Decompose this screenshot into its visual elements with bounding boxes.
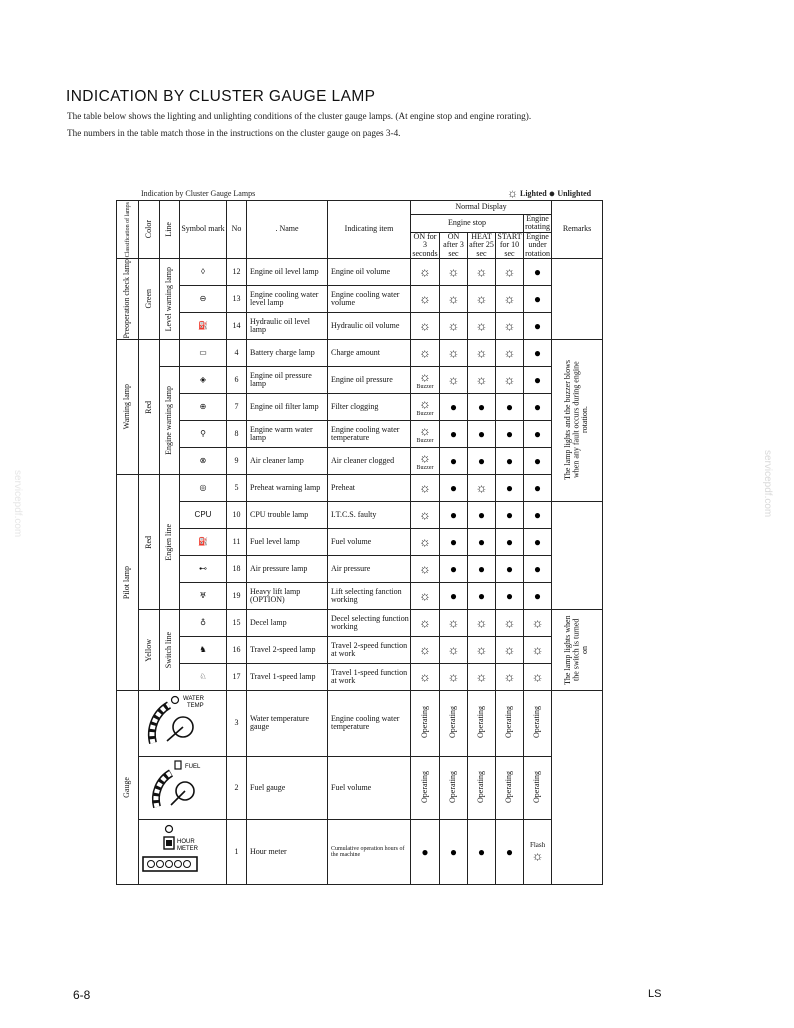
unlighted-icon: ● <box>440 393 468 420</box>
row-name: Hydraulic oil level lamp <box>247 312 328 339</box>
table-row <box>117 312 603 339</box>
unlighted-icon: ● <box>496 528 524 555</box>
row-no: 12 <box>227 258 247 285</box>
lighted-icon: ☼ <box>524 609 552 636</box>
coolant-level-icon: ⊖ <box>180 285 227 312</box>
legend <box>507 186 591 201</box>
remarks-empty-2 <box>552 501 603 609</box>
row-item: Engine oil pressure <box>328 366 411 393</box>
lighted-icon: ☼ <box>468 474 496 501</box>
unlighted-icon: ● <box>496 474 524 501</box>
lighted-icon: ☼ <box>411 663 440 690</box>
lighted-icon: ☼ <box>411 528 440 555</box>
color-red-2: Red <box>139 474 160 609</box>
row-no: 16 <box>227 636 247 663</box>
unlighted-icon: ● <box>468 393 496 420</box>
unlighted-icon: ● <box>524 393 552 420</box>
row-no: 11 <box>227 528 247 555</box>
row-no: 3 <box>227 690 247 756</box>
operating-label: Operating <box>468 690 496 756</box>
unlighted-icon: ● <box>496 420 524 447</box>
unlighted-icon: ● <box>440 474 468 501</box>
lighted-icon: ☼ <box>411 474 440 501</box>
lighted-icon: ☼ <box>468 366 496 393</box>
page-number: 6-8 <box>73 988 91 1002</box>
lighted-icon: ☼ <box>468 339 496 366</box>
operating-label: Operating <box>524 690 552 756</box>
header-color: Color <box>139 201 160 259</box>
lighted-icon: ☼ <box>496 258 524 285</box>
line-engine-warning: Engine warning lamp <box>160 366 180 474</box>
unlighted-icon: ● <box>524 501 552 528</box>
cluster-gauge-table <box>116 200 603 885</box>
line-empty <box>160 339 180 366</box>
remarks-warning: The lamp lights and the buzzer blows when any fault occurs during engine rotation. <box>552 339 603 501</box>
unlighted-icon: ● <box>440 528 468 555</box>
operating-label: Operating <box>468 756 496 819</box>
header-remarks: Remarks <box>552 201 603 259</box>
table-row <box>117 636 603 663</box>
row-item: Air cleaner clogged <box>328 447 411 474</box>
operating-label: Operating <box>496 756 524 819</box>
table-row <box>117 420 603 447</box>
table-row <box>117 285 603 312</box>
decel-icon: ♁ <box>180 609 227 636</box>
table-row <box>117 555 603 582</box>
row-no: 2 <box>227 756 247 819</box>
table-row <box>117 339 603 366</box>
air-cleaner-icon: ⊗ <box>180 447 227 474</box>
header-engine-stop: Engine stop <box>411 215 524 233</box>
hydraulic-level-icon: ⛽ <box>180 312 227 339</box>
unlighted-icon: ● <box>411 820 440 885</box>
unlighted-icon: ● <box>468 501 496 528</box>
lighted-icon: ☼ <box>440 312 468 339</box>
lighted-icon: ☼ <box>440 366 468 393</box>
operating-label: Operating <box>411 756 440 819</box>
row-name: Travel 2-speed lamp <box>247 636 328 663</box>
lighted-icon: ☼ <box>468 258 496 285</box>
unlighted-icon: ● <box>524 258 552 285</box>
operating-label: Operating <box>440 690 468 756</box>
oil-pressure-icon: ◈ <box>180 366 227 393</box>
unlighted-icon: ● <box>524 474 552 501</box>
water-temp-gauge-icon <box>139 690 227 756</box>
row-item: Engine cooling water temperature <box>328 690 411 756</box>
header-engine-rotating: Engine rotating <box>525 214 550 232</box>
row-name: Fuel level lamp <box>247 528 328 555</box>
line-level: Level warning lamp <box>160 258 180 339</box>
lighted-icon: ☼ <box>496 636 524 663</box>
air-pressure-icon: ⊷ <box>180 555 227 582</box>
line-switch: Switch line <box>160 609 180 690</box>
unlighted-icon: ● <box>548 187 556 200</box>
lighted-icon: ☼ <box>440 609 468 636</box>
lighted-icon: ☼ <box>468 285 496 312</box>
unlighted-icon: ● <box>496 555 524 582</box>
row-name: Battery charge lamp <box>247 339 328 366</box>
color-red: Red <box>139 339 160 474</box>
unlighted-icon: ● <box>468 555 496 582</box>
table-row <box>117 366 603 393</box>
table-row <box>117 258 603 285</box>
table-caption: Indication by Cluster Gauge Lamps <box>141 189 256 198</box>
row-name: Water temperature gauge <box>247 690 328 756</box>
lighted-icon: ☼ <box>411 636 440 663</box>
unlighted-icon: ● <box>496 393 524 420</box>
table-row <box>117 690 603 756</box>
row-no: 10 <box>227 501 247 528</box>
header-item: Indicating item <box>328 201 411 259</box>
header-name: . Name <box>247 201 328 259</box>
row-no: 9 <box>227 447 247 474</box>
row-item: Charge amount <box>328 339 411 366</box>
row-no: 17 <box>227 663 247 690</box>
lighted-buzzer-icon: ☼ Buzzer <box>411 420 440 447</box>
unlighted-icon: ● <box>440 820 468 885</box>
travel-slow-icon: ♘ <box>180 663 227 690</box>
unlighted-icon: ● <box>524 366 552 393</box>
row-name: Preheat warning lamp <box>247 474 328 501</box>
color-yellow: Yellow <box>139 609 160 690</box>
unlighted-icon: ● <box>468 820 496 885</box>
lighted-icon: ☼ <box>524 663 552 690</box>
lighted-icon: ☼ <box>411 285 440 312</box>
lighted-icon: ☼ <box>440 663 468 690</box>
row-name: Engine oil pressure lamp <box>247 366 328 393</box>
preheat-icon: ◎ <box>180 474 227 501</box>
row-item: Preheat <box>328 474 411 501</box>
row-item: Engine cooling water volume <box>328 285 411 312</box>
battery-icon: ▭ <box>180 339 227 366</box>
row-no: 5 <box>227 474 247 501</box>
row-no: 14 <box>227 312 247 339</box>
lighted-icon: ☼ <box>411 555 440 582</box>
row-item: Travel 2-speed function at work <box>328 636 411 663</box>
table-row <box>117 528 603 555</box>
row-name: Decel lamp <box>247 609 328 636</box>
table-row <box>117 501 603 528</box>
lighted-icon: ☼ <box>440 636 468 663</box>
lighted-icon: ☼ <box>507 186 518 200</box>
header-line: Line <box>160 201 180 259</box>
group-preop: Preoperation check lamp <box>117 258 139 339</box>
header-normal-display: Normal Display <box>411 201 552 215</box>
lighted-buzzer-icon: ☼ Buzzer <box>411 393 440 420</box>
lighted-icon: ☼ <box>496 312 524 339</box>
lighted-icon: ☼ <box>496 285 524 312</box>
group-warning: Warning lamp <box>117 339 139 474</box>
row-item: Engine oil volume <box>328 258 411 285</box>
row-item: Filter clogging <box>328 393 411 420</box>
lighted-icon: ☼ <box>411 501 440 528</box>
lighted-icon: ☼ <box>440 258 468 285</box>
operating-label: Operating <box>496 690 524 756</box>
lighted-icon: ☼ <box>496 366 524 393</box>
row-no: 15 <box>227 609 247 636</box>
page-title: INDICATION BY CLUSTER GAUGE LAMP <box>66 88 376 105</box>
row-no: 1 <box>227 820 247 885</box>
watermark-left: servicepdf.com <box>12 470 23 538</box>
lighted-icon: ☼ <box>496 663 524 690</box>
lighted-icon: ☼ <box>411 339 440 366</box>
header-col-4: START for 10 sec <box>497 232 522 258</box>
oil-filter-icon: ⊕ <box>180 393 227 420</box>
svg-text:METER: METER <box>177 846 198 853</box>
unlighted-icon: ● <box>496 501 524 528</box>
color-green: Green <box>139 258 160 339</box>
header-col-3: HEAT after 25 sec <box>469 232 494 258</box>
row-item: Fuel volume <box>328 528 411 555</box>
row-item: Air pressure <box>328 555 411 582</box>
svg-text:HOUR: HOUR <box>177 839 195 846</box>
unlighted-icon: ● <box>524 555 552 582</box>
row-item: I.T.C.S. faulty <box>328 501 411 528</box>
footer-code: LS <box>648 988 662 1000</box>
unlighted-icon: ● <box>468 528 496 555</box>
table-row <box>117 582 603 609</box>
intro-line-1: The table below shows the lighting and unlighting conditions of the cluster gauge lamps. (At engine stop and engine rorating). <box>67 111 532 121</box>
unlighted-icon: ● <box>496 820 524 885</box>
row-name: Engine oil level lamp <box>247 258 328 285</box>
lighted-icon: ☼ <box>496 339 524 366</box>
lighted-icon: ☼ <box>411 258 440 285</box>
row-no: 8 <box>227 420 247 447</box>
table-row <box>117 447 603 474</box>
unlighted-icon: ● <box>468 447 496 474</box>
table-row <box>117 663 603 690</box>
lighted-icon: ☼ <box>468 636 496 663</box>
row-item: Decel selecting function working <box>328 609 411 636</box>
table-row <box>117 393 603 420</box>
unlighted-icon: ● <box>524 339 552 366</box>
row-item: Fuel volume <box>328 756 411 819</box>
lighted-icon: ☼ <box>411 582 440 609</box>
unlighted-icon: ● <box>496 582 524 609</box>
operating-label: Operating <box>524 756 552 819</box>
unlighted-icon: ● <box>524 420 552 447</box>
group-pilot: Pilot lamp <box>117 474 139 690</box>
row-name: Travel 1-speed lamp <box>247 663 328 690</box>
flash-lighted-icon: Flash ☼ <box>524 820 552 885</box>
water-temp-gauge-label: WATER <box>183 696 204 703</box>
unlighted-icon: ● <box>468 582 496 609</box>
operating-label: Operating <box>411 690 440 756</box>
table-row <box>117 609 603 636</box>
row-no: 6 <box>227 366 247 393</box>
row-item: Cumulative operation hours of the machine <box>328 820 411 885</box>
header-col-1: ON for 3 seconds <box>412 232 438 258</box>
legend-unlighted: Unlighted <box>557 189 592 198</box>
row-no: 7 <box>227 393 247 420</box>
row-no: 18 <box>227 555 247 582</box>
row-item: Lift selecting fanction working <box>328 582 411 609</box>
table-row <box>117 756 603 819</box>
travel-fast-icon: ♞ <box>180 636 227 663</box>
row-no: 13 <box>227 285 247 312</box>
legend-lighted: Lighted <box>520 189 547 198</box>
row-name: Engine oil filter lamp <box>247 393 328 420</box>
row-item: Engine cooling water temperature <box>328 420 411 447</box>
remarks-switch: The lamp lights when the switch is turned on <box>552 609 603 690</box>
row-name: Air cleaner lamp <box>247 447 328 474</box>
unlighted-icon: ● <box>524 582 552 609</box>
hour-meter-icon <box>139 820 227 885</box>
water-temp-icon: ⚲ <box>180 420 227 447</box>
unlighted-icon: ● <box>524 312 552 339</box>
header-classification: Classification of lamps <box>117 201 139 259</box>
header-col-5: Engine under rotation <box>525 232 550 258</box>
row-no: 4 <box>227 339 247 366</box>
lighted-icon: ☼ <box>440 339 468 366</box>
cpu-icon: CPU <box>180 501 227 528</box>
intro-line-2: The numbers in the table match those in the instructions on the cluster gauge on pages 3-4. <box>67 128 401 138</box>
operating-label: Operating <box>440 756 468 819</box>
table-row <box>117 820 603 885</box>
lighted-icon: ☼ <box>440 285 468 312</box>
row-name: Air pressure lamp <box>247 555 328 582</box>
remarks-empty <box>552 258 603 339</box>
line-engine: Engien line <box>160 474 180 609</box>
lighted-icon: ☼ <box>524 636 552 663</box>
lighted-icon: ☼ <box>411 609 440 636</box>
row-no: 19 <box>227 582 247 609</box>
unlighted-icon: ● <box>440 582 468 609</box>
unlighted-icon: ● <box>440 420 468 447</box>
table-row <box>117 474 603 501</box>
unlighted-icon: ● <box>496 447 524 474</box>
row-name: Engine cooling water level lamp <box>247 285 328 312</box>
row-name: Fuel gauge <box>247 756 328 819</box>
lighted-icon: ☼ <box>468 663 496 690</box>
unlighted-icon: ● <box>524 528 552 555</box>
row-item: Hydraulic oil volume <box>328 312 411 339</box>
row-name: CPU trouble lamp <box>247 501 328 528</box>
lighted-buzzer-icon: ☼ Buzzer <box>411 447 440 474</box>
header-no: No <box>227 201 247 259</box>
lighted-buzzer-icon: ☼ Buzzer <box>411 366 440 393</box>
svg-text:TEMP: TEMP <box>187 703 204 710</box>
unlighted-icon: ● <box>440 447 468 474</box>
row-name: Engine warm water lamp <box>247 420 328 447</box>
lighted-icon: ☼ <box>496 609 524 636</box>
oil-level-icon: ◊ <box>180 258 227 285</box>
watermark-right: servicepdf.com <box>762 450 773 518</box>
heavy-lift-icon: ♅ <box>180 582 227 609</box>
row-name: Hour meter <box>247 820 328 885</box>
unlighted-icon: ● <box>524 447 552 474</box>
fuel-level-icon: ⛽ <box>180 528 227 555</box>
unlighted-icon: ● <box>468 420 496 447</box>
lighted-icon: ☼ <box>411 312 440 339</box>
svg-text:FUEL: FUEL <box>185 763 201 770</box>
header-col-2: ON after 3 sec <box>440 232 468 258</box>
lighted-icon: ☼ <box>468 609 496 636</box>
unlighted-icon: ● <box>440 555 468 582</box>
header-symbol: Symbol mark <box>180 201 227 259</box>
unlighted-icon: ● <box>440 501 468 528</box>
unlighted-icon: ● <box>524 285 552 312</box>
group-gauge: Gauge <box>117 690 139 884</box>
row-item: Travel 1-speed function at work <box>328 663 411 690</box>
row-name: Heavy lift lamp (OPTION) <box>247 582 328 609</box>
fuel-gauge-icon <box>139 756 227 819</box>
remarks-empty-3 <box>552 690 603 884</box>
lighted-icon: ☼ <box>468 312 496 339</box>
